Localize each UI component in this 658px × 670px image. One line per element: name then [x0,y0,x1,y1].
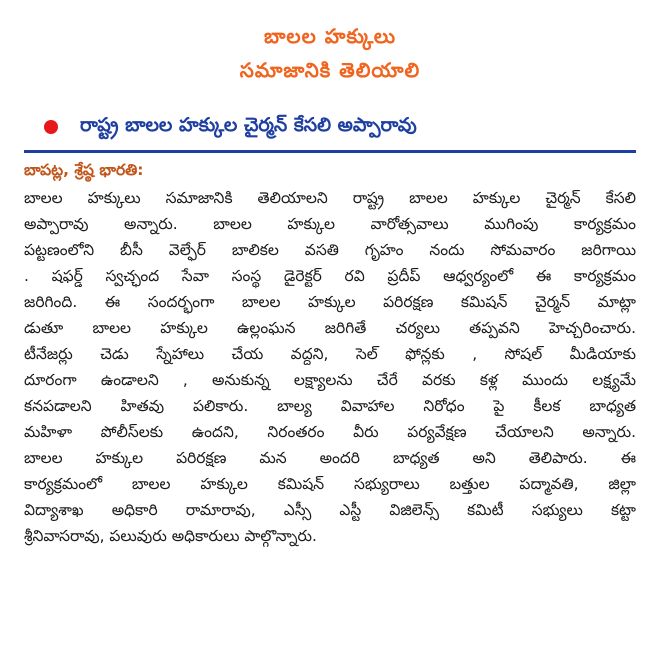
body-line: కనపడాలని హితవు పలికారు. బాల్య వివాహాల నిరోధం పై కీలక బాధ్యత [24,397,636,415]
article-body [24,185,636,549]
headline-line-1: బాలల హక్కులు [263,24,397,48]
subheadline: రాష్ట్ర బాలల హక్కుల చైర్మన్ కేసలి అప్పారావు [80,113,417,136]
body-line: . షఫర్డ్ స్వచ్ఛంద సేవా సంస్థ డైరెక్టర్ రవి ప్రదీప్ ఆధ్వర్యంలో ఈ కార్యక్రమం [24,267,636,285]
body-line: మహిళా పోలీస్‌లకు ఉందని, నిరంతరం వీరు పర్యవేక్షణ చేయాలని అన్నారు. [24,423,636,441]
subheadline-row [44,112,636,142]
dateline: బాపట్ల, శ్రేష్ఠ భారతి: [24,161,144,179]
body-line: శ్రీనివాసరావు, పలువురు అధికారులు పాల్గొన్నారు. [24,527,317,545]
body-line: కార్యక్రమంలో బాలల హక్కుల కమిషన్ సభ్యురాలు బత్తుల పద్మావతి, జిల్లా [24,475,636,493]
body-line: బాలల హక్కులు సమాజానికి తెలియాలని రాష్ట్ర బాలల హక్కుల చైర్మన్ కేసలి [24,189,636,207]
body-line: దూరంగా ఉండాలని , అనుకున్న లక్ష్యాలను చేరే వరకు కళ్ల ముందు లక్ష్యమే [24,371,636,389]
body-line: జరిగింది. ఈ సందర్భంగా బాలల హక్కుల పరిరక్షణ కమిషన్ చైర్మన్ మాట్లా [24,293,636,311]
headline-line-2: సమాజానికి తెలియాలి [239,58,421,82]
body-line: విద్యాశాఖ అధికారి రామారావు, ఎస్సీ ఎస్టీ విజిలెన్స్ కమిటీ సభ్యులు కట్టా [24,501,636,519]
body-line: టీనేజర్లు చెడు స్నేహాలు చేయ వద్దని, సెల్ ఫోన్లకు , సోషల్ మీడియాకు [24,345,636,363]
body-line: డుతూ బాలల హక్కుల ఉల్లంఘన జరిగితే చర్యలు తప్పవని హెచ్చరించారు. [24,319,636,337]
body-line: బాలల హక్కుల పరిరక్షణ మన అందరి బాధ్యత అని తెలిపారు. ఈ [24,449,636,467]
body-line: అప్పారావు అన్నారు. బాలల హక్కుల వారోత్సవాలు ముగింపు కార్యక్రమం [24,215,636,233]
headline [24,26,636,80]
subheadline-rule [24,150,636,153]
body-line: పట్టణంలోని బీసీ వెల్ఫేర్ బాలికల వసతి గృహం నందు సోమవారం జరిగాయి [24,241,636,259]
bullet-dot-icon [44,120,58,134]
